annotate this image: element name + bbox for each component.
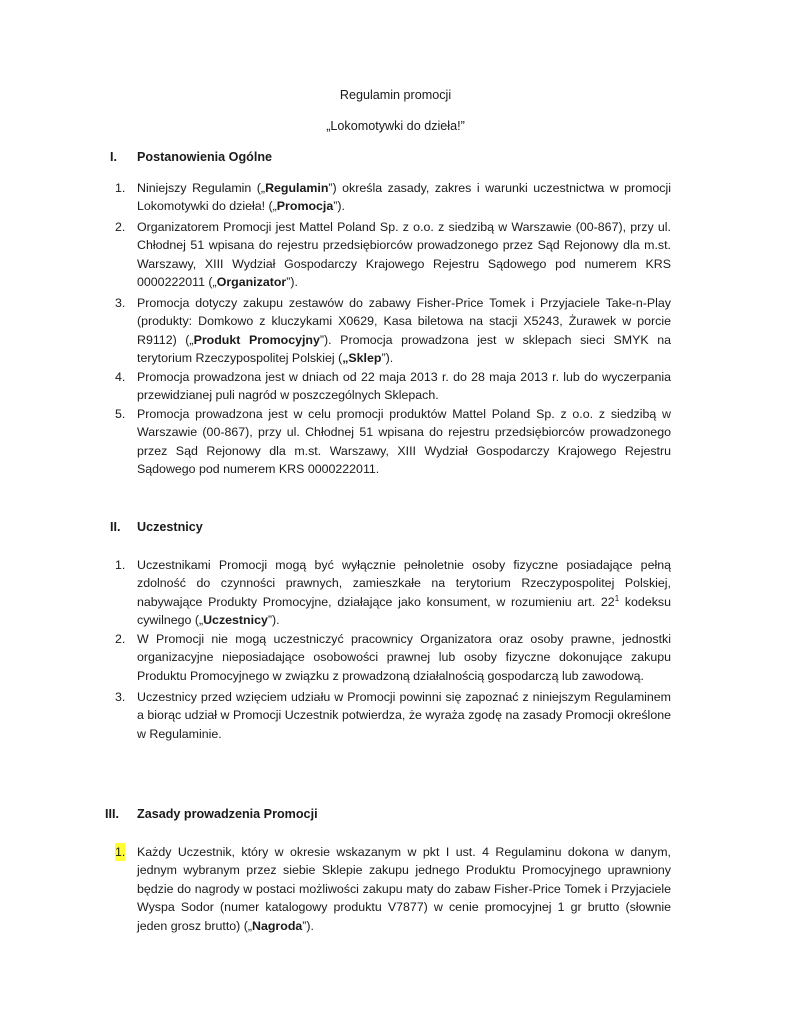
list-item: [115, 179, 671, 216]
list-item-text: Promocja prowadzona jest w dniach od 22 maja 2013 r. do 28 maja 2013 r. lub do wyczerpania przewidzianej puli nagród w poszczególnych Sklepach.: [137, 370, 671, 403]
list-item-text: Promocja prowadzona jest w celu promocji produktów Mattel Poland Sp. z o.o. z siedzibą w Warszawie (00-867), przy ul. Chłodnej 51 wpisana do rejestru przedsiębiorców prowadzonego przez Sąd Rejonowy dla m.st. Warszawy, XIII Wydział Gospodarczy Krajowego Rejestru Sądowego pod numerem KRS 0000222011.: [137, 407, 671, 477]
list-item-number: 2.: [115, 220, 126, 234]
document-title: Regulamin promocji: [339, 88, 452, 102]
list-item-text: Każdy Uczestnik, który w okresie wskazanym w pkt I ust. 4 Regulaminu dokona w danym, jednym wybranym przez siebie Sklepie zakupu jednego Produktu Promocyjnego uprawniony będzie do nagrody w postaci możliwości zakupu maty do zabaw Fisher-Price Tomek i Przyjaciele Wyspa Sodor (numer katalogowy produktu V7877) w cenie promocyjnej 1 gr brutto (słownie jeden grosz brutto) („Nagroda”).: [137, 845, 671, 933]
highlighted-list-number: 1.: [115, 843, 125, 861]
section-title: Zasady prowadzenia Promocji: [137, 807, 318, 821]
list-item-text: W Promocji nie mogą uczestniczyć pracownicy Organizatora oraz osoby prawne, jednostki organizacyjne nieposiadające osobowości prawnej lub osoby fizyczne dokonujące zakupu Produktu Promocyjnego w związku z prowadzoną działalnością gospodarczą lub zawodową.: [137, 632, 671, 683]
list-item: [115, 630, 671, 685]
list-item: [115, 294, 671, 368]
section-number: II.: [110, 520, 121, 534]
list-item-number: 2.: [115, 632, 126, 646]
list-item-text: Uczestnikami Promocji mogą być wyłącznie pełnoletnie osoby fizyczne posiadające pełną zdolność do czynności prawnych, zamieszkałe na terytorium Rzeczypospolitej Polskiej, nabywające Produkty Promocyjne, działające jako konsument, w rozumieniu art. $22^1$ kodeksu cywilnego („Uczestnicy”).: [137, 558, 671, 628]
section-title: Postanowienia Ogólne: [137, 150, 273, 164]
list-item-number: 4.: [115, 370, 126, 384]
list-item-number: 5.: [115, 407, 126, 421]
list-item-text: Uczestnicy przed wzięciem udziału w Promocji powinni się zapoznać z niniejszym Regulaminem a biorąc udział w Promocji Uczestnik potwierdza, że wyraża zgodę na zasady Promocji określone w Regulaminie.: [137, 690, 671, 741]
list-item: [115, 405, 671, 479]
section-number: I.: [110, 150, 117, 164]
list-item: [115, 368, 671, 405]
section-number: III.: [105, 807, 119, 821]
list-item: [115, 688, 671, 743]
list-item-number: 1.: [115, 181, 126, 195]
document-subtitle: „Lokomotywki do dzieła!”: [326, 119, 465, 133]
list-item: [115, 218, 671, 292]
list-item-number: 3.: [115, 690, 126, 704]
list-item: [115, 556, 671, 630]
list-item-text: Niniejszy Regulamin („Regulamin”) określa zasady, zakres i warunki uczestnictwa w promocji Lokomotywki do dzieła! („Promocja”).: [137, 181, 671, 214]
list-item: [115, 843, 671, 935]
list-item-number: 3.: [115, 296, 126, 310]
list-item-number: 1.: [115, 558, 126, 572]
list-item-text: Organizatorem Promocji jest Mattel Poland Sp. z o.o. z siedzibą w Warszawie (00-867), przy ul. Chłodnej 51 wpisana do rejestru przedsiębiorców prowadzonego przez Sąd Rejonowy dla m.st. Warszawy, XIII Wydział Gospodarczy Krajowego Rejestru Sądowego pod numerem KRS 0000222011 („Organizator”).: [137, 220, 671, 290]
list-item-text: Promocja dotyczy zakupu zestawów do zabawy Fisher-Price Tomek i Przyjaciele Take-n-Play (produkty: Domkowo z kluczykami X0629, Kasa biletowa na stacji X5243, Żurawek w porcie R9112) („Produkt Promocyjny”). Promocja prowadzona jest w sklepach sieci SMYK na terytorium Rzeczypospolitej Polskiej („Sklep”).: [137, 296, 671, 366]
section-title: Uczestnicy: [137, 520, 203, 534]
